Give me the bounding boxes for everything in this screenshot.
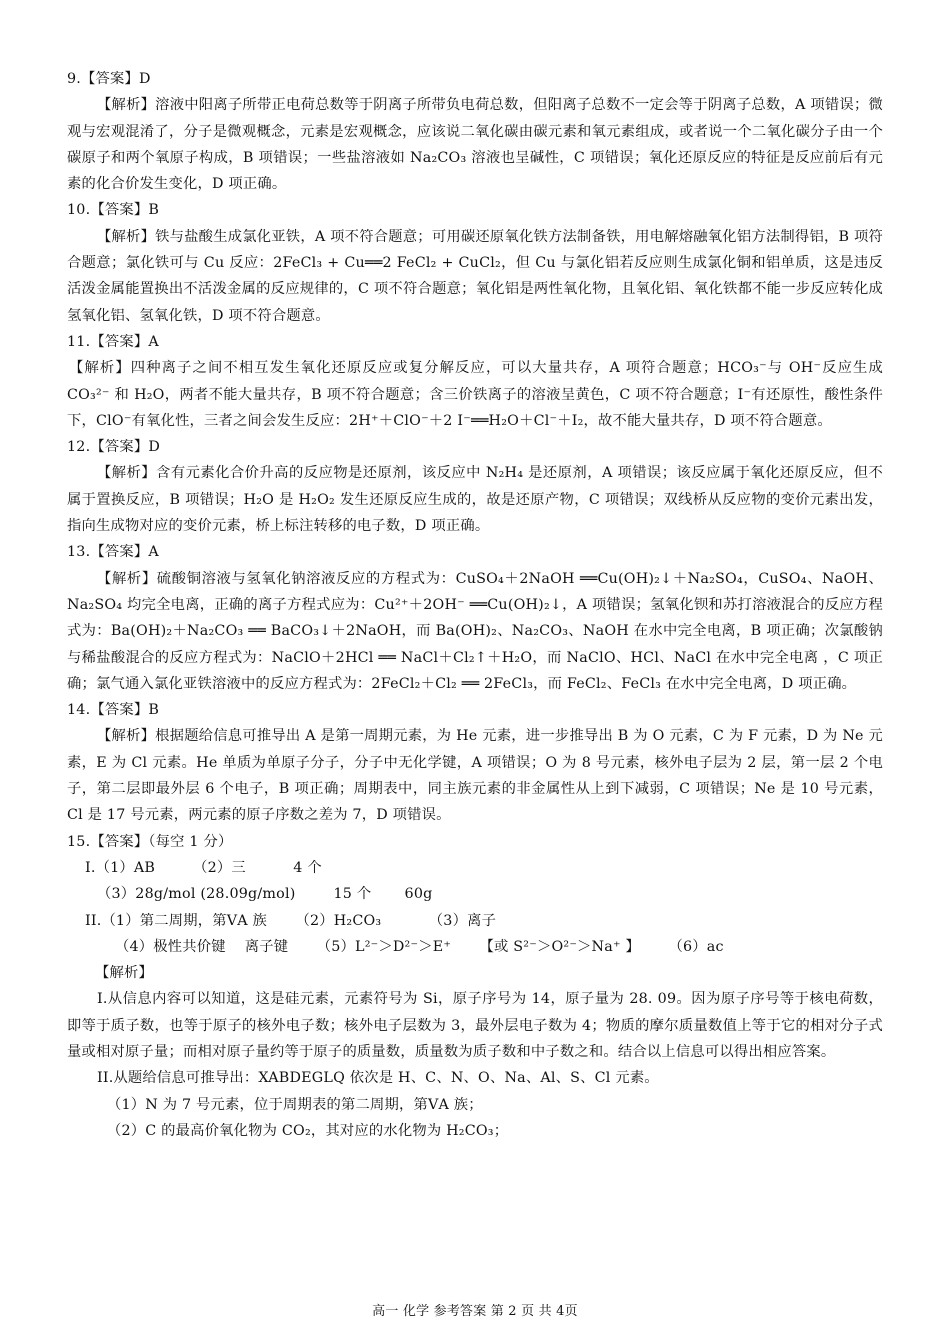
q10-answer: 10.【答案】B [67,202,160,219]
q15-row-3: II.（1）第二周期，第ⅤA 族 （2）H₂CO₃ （3）离子 [85,912,497,929]
q15-analysis-part1: I.从信息内容可以知道，这是硅元素，元素符号为 Si，原子序号为 14，原子量为 28. 09。因为原子序号等于核电荷数，即等于质子数，也等于原子的核外电子数；核外电子层数为 3，最外层电子数为 4；物质的摩尔质量数值上等于它的相对分子式量或相对原子量；而相对原子量约等于原子的质量数，质量数为质子数和中子数之和。结合以上信息可以得出相应答案。 [67,991,883,1060]
q12-analysis: 【解析】含有元素化合价升高的反应物是还原剂，该反应中 N₂H₄ 是还原剂，A 项错误；该反应属于氧化还原反应，但不属于置换反应，B 项错误；H₂O 是 H₂O₂ 发生还原反应生成的，故是还原产物，C 项错误；双线桥从反应物的变价元素出发，指向生成物对应的变价元素，桥上标注转移的电子数，D 项正确。 [67,465,883,535]
q15-analysis-part2-item2: （2）C 的最高价氧化物为 CO₂，其对应的水化物为 H₂CO₃； [107,1122,509,1139]
q15-analysis-part2-item1: （1）N 为 7 号元素，位于周期表的第二周期，第ⅤA 族； [107,1096,483,1113]
q13-answer: 13.【答案】A [67,544,159,561]
q9-answer: 9.【答案】D [67,71,151,87]
q9-analysis: 【解析】溶液中阳离子所带正电荷总数等于阴离子所带负电荷总数，但阳离子总数不一定会等于阴离子总数，A 项错误；微观与宏观混淆了，分子是微观概念，元素是宏观概念，应该说二氧化碳由碳元素和氧元素组成，或者说一个二氧化碳分子由一个碳原子和两个氧原子构成，B 项错误；一些盐溶液如 Na₂CO₃ 溶液也呈碱性，C 项错误；氧化还原反应的特征是反应前后有元素的化合价发生变化，D 项正确。 [67,97,883,193]
q15-row-2: （3）28g/mol (28.09g/mol) 15 个 60g [97,886,433,903]
q15-row-4: （4）极性共价键 离子键 （5）L²⁻＞D²⁻＞E⁺ 【或 S²⁻＞O²⁻＞Na⁺ 】 （6）ac [115,938,724,955]
q15-answer: 15.【答案】（每空 1 分） [67,833,233,850]
q13-analysis: 【解析】硫酸铜溶液与氢氧化钠溶液反应的方程式为：CuSO₄＋2NaOH ══Cu(OH)₂↓＋Na₂SO₄，CuSO₄、NaOH、Na₂SO₄ 均完全电离，正确的离子方程式应为：Cu²⁺＋2OH⁻ ══Cu(OH)₂↓，A 项错误；氢氧化钡和苏打溶液混合的反应方程式为：Ba(OH)₂＋Na₂CO₃ ══ BaCO₃↓＋2NaOH，而 Ba(OH)₂、Na₂CO₃、NaOH 在水中完全电离，B 项正确；次氯酸钠与稀盐酸混合的反应方程式为：NaClO＋2HCl ══ NaCl＋Cl₂↑＋H₂O，而 NaClO、HCl、NaCl 在水中完全电离 ，C 项正确；氯气通入氯化亚铁溶液中的反应方程式为：2FeCl₂＋Cl₂ ══ 2FeCl₃，而 FeCl₂、FeCl₃ 在水中完全电离，D 项正确。 [67,570,883,692]
q11-analysis: 【解析】四种离子之间不相互发生氧化还原反应或复分解反应，可以大量共存，A 项符合题意；HCO₃⁻与 OH⁻反应生成 CO₃²⁻ 和 H₂O，两者不能大量共存，B 项不符合题意；含三价铁离子的溶液呈黄色，C 项不符合题意；I⁻有还原性，酸性条件下，ClO⁻有氧化性，三者之间会发生反应：2H⁺＋ClO⁻＋2 I⁻══H₂O＋Cl⁻＋I₂，故不能大量共存，D 项不符合题意。 [67,360,883,429]
q14-answer: 14.【答案】B [67,702,160,719]
q12-answer: 12.【答案】D [67,439,160,456]
q15-analysis-title: 【解析】 [95,965,153,982]
answer-content [67,66,883,1144]
q11-answer: 11.【答案】A [67,333,159,350]
q15-analysis-part2: II.从题给信息可推导出：XABDEGLQ 依次是 H、C、N、O、Na、Al、S、Cl 元素。 [97,1070,659,1087]
q15-row-1: I.（1）AB （2）三 4 个 [85,859,322,876]
page-footer: 高一 化学 参考答案 第 2 页 共 4页 [372,1304,578,1319]
q10-analysis: 【解析】铁与盐酸生成氯化亚铁，A 项不符合题意；可用碳还原氧化铁方法制备铁，用电解熔融氧化铝方法制得铝，B 项符合题意；氯化铁可与 Cu 反应：2FeCl₃ + Cu══2 FeCl₂ + CuCl₂，但 Cu 与氯化铝若反应则生成氯化铜和铝单质，这是违反活泼金属能置换出不活泼金属的反应规律的，C 项不符合题意；氧化铝是两性氧化物，且氧化铝、氧化铁都不能一步反应转化成氢氧化铝、氢氧化铁，D 项不符合题意。 [67,228,883,324]
q14-analysis: 【解析】根据题给信息可推导出 A 是第一周期元素，为 He 元素，进一步推导出 B 为 O 元素，C 为 F 元素，D 为 Ne 元素，E 为 Cl 元素。He 单质为单原子分子，分子中无化学键，A 项错误；O 为 8 号元素，核外电子层为 2 层，第一层 2 个电子，第二层即最外层 6 个电子，B 项正确；周期表中，同主族元素的非金属性从上到下减弱，C 项错误；Ne 是 10 号元素，Cl 是 17 号元素，两元素的原子序数之差为 7，D 项错误。 [67,728,883,824]
